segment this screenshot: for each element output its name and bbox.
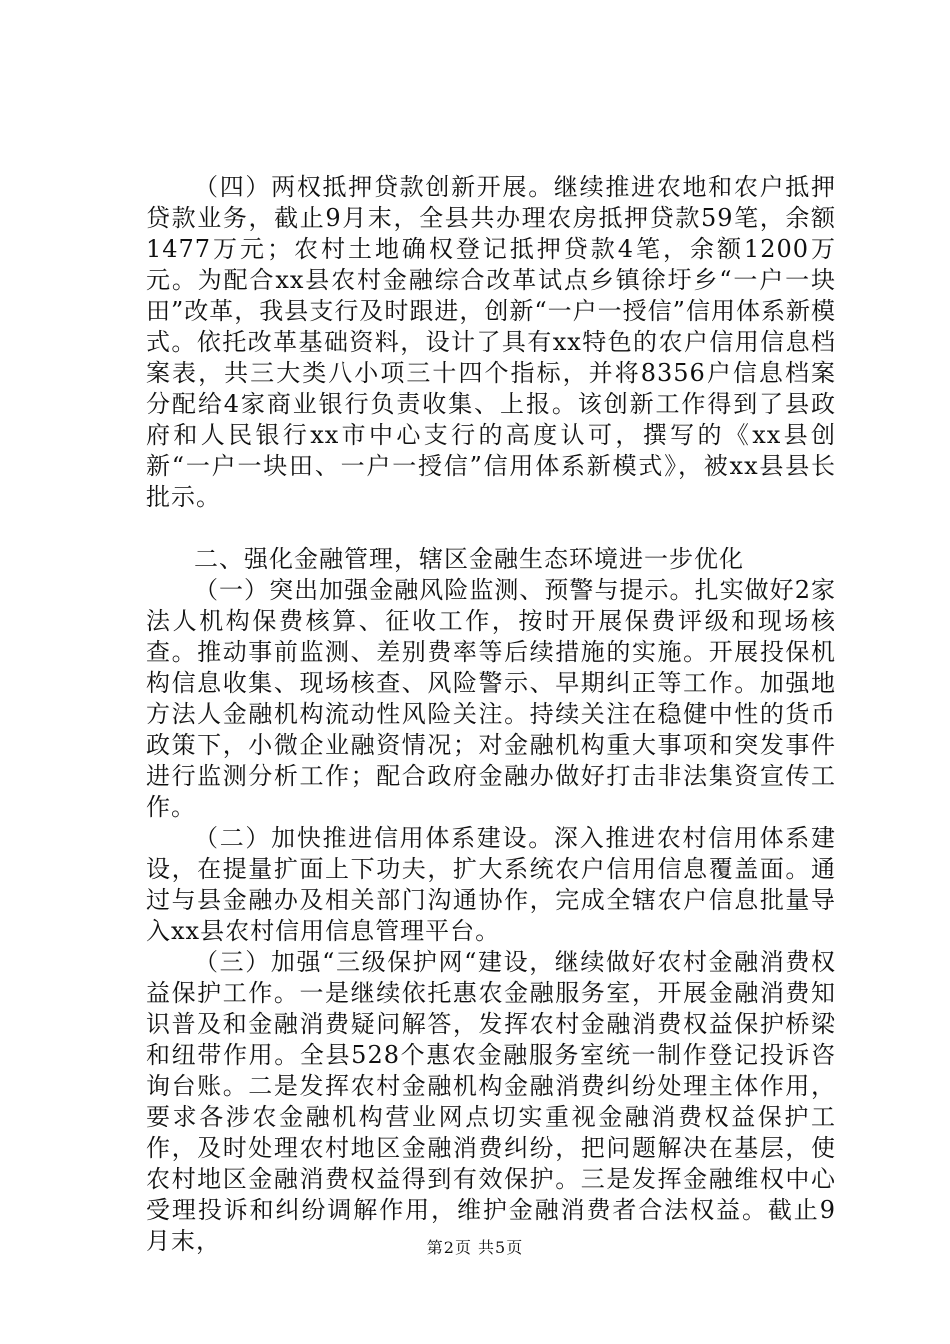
paragraph-consumer-protection: （三）加强“三级保护网“建设，继续做好农村金融消费权益保护工作。一是继续依托惠农金融服务室，开展金融消费知识普及和金融消费疑问解答，发挥农村金融消费权益保护桥梁和纽带作用。全县528个惠农金融服务室统一制作登记投诉咨询台账。二是发挥农村金融机构金融消费纠纷处理主体作用，要求各涉农金融机构营业网点切实重视金融消费权益保护工作，及时处理农村地区金融消费纠纷，把问题解决在基层，使农村地区金融消费权益得到有效保护。三是发挥金融维权中心受理投诉和纠纷调解作用，维护金融消费者合法权益。截止9月末， xyxy=(146,948,836,1255)
paragraph-risk-monitoring: （一）突出加强金融风险监测、预警与提示。扎实做好2家法人机构保费核算、征收工作，按时开展保费评级和现场核查。推动事前监测、差别费率等后续措施的实施。开展投保机构信息收集、现场核查、风险警示、早期纠正等工作。加强地方法人金融机构流动性风险关注。持续关注在稳健中性的货币政策下，小微企业融资情况；对金融机构重大事项和突发事件进行监测分析工作；配合政府金融办做好打击非法集资宣传工作。 xyxy=(146,576,836,821)
page-number-footer: 第2页 共5页 xyxy=(426,1238,524,1257)
section-spacer xyxy=(146,513,836,544)
paragraph-mortgage-loans: （四）两权抵押贷款创新开展。继续推进农地和农户抵押贷款业务，截止9月末，全县共办理农房抵押贷款59笔，余额1477万元；农村土地确权登记抵押贷款4笔，余额1200万元。为配合xx县农村金融综合改革试点乡镇徐圩乡“一户一块田”改革，我县支行及时跟进，创新“一户一授信”信用体系新模式。依托改革基础资料，设计了具有xx特色的农户信用信息档案表，共三大类八小项三十四个指标，并将8356户信息档案分配给4家商业银行负责收集、上报。该创新工作得到了县政府和人民银行xx市中心支行的高度认可，撰写的《xx县创新“一户一块田、一户一授信”信用体系新模式》，被xx县县长批示。 xyxy=(146,173,836,511)
paragraph-credit-system: （二）加快推进信用体系建设。深入推进农村信用体系建设，在提量扩面上下功夫，扩大系统农户信用信息覆盖面。通过与县金融办及相关部门沟通协作，完成全辖农户信息批量导入xx县农村信用信息管理平台。 xyxy=(146,824,836,945)
section-heading-financial-management: 二、强化金融管理，辖区金融生态环境进一步优化 xyxy=(194,545,744,573)
document-body xyxy=(146,172,836,1257)
